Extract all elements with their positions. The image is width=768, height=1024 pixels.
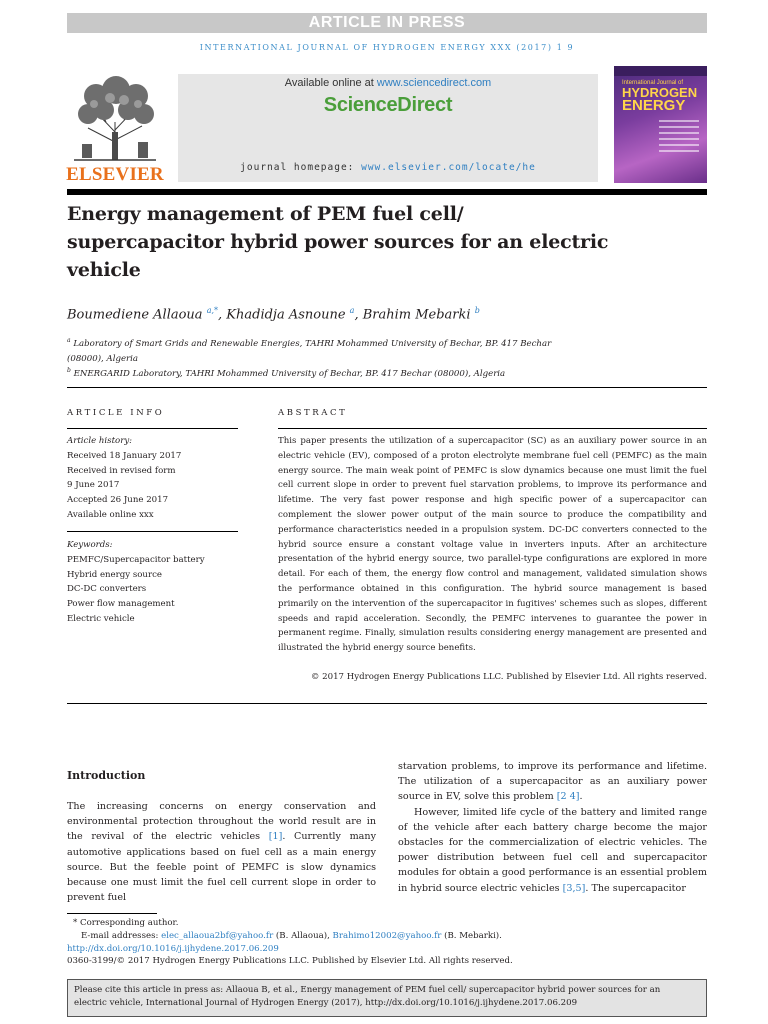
abstract-rule — [278, 428, 707, 429]
author-name[interactable]: Brahim Mebarki — [362, 307, 471, 323]
history-item: Received 18 January 2017 — [67, 450, 182, 461]
author-name[interactable]: Khadidja Asnoune — [226, 307, 346, 323]
doi-link[interactable]: http://dx.doi.org/10.1016/j.ijhydene.2017.06.209 — [67, 943, 279, 954]
article-in-press-banner: ARTICLE IN PRESS — [67, 13, 707, 33]
body-paragraph: However, limited life cycle of the battery and limited range of the vehicle after each battery charge become the major obstacles for the commercialization of electric vehicles. The power distribution between fuel cell and supercapacitor modules for obtain a good performance is an essential problem in hybrid source electric vehicles [3,5]. The supercapacitor — [398, 806, 707, 894]
author-name[interactable]: Boumediene Allaoua — [67, 307, 203, 323]
citation-link[interactable]: [3,5] — [562, 882, 586, 894]
journal-header-line: INTERNATIONAL JOURNAL OF HYDROGEN ENERGY XXX (2017) 1 9 — [199, 43, 575, 52]
journal-homepage-line — [178, 162, 598, 173]
journal-homepage-link[interactable]: www.elsevier.com/locate/he — [361, 162, 536, 173]
sciencedirect-wordmark: ScienceDirect — [323, 94, 453, 116]
author-affiliation-mark[interactable]: a,* — [206, 306, 219, 315]
keywords — [67, 538, 205, 627]
abstract-label: ABSTRACT — [278, 408, 348, 418]
cover-top-band — [614, 66, 707, 76]
citation-line-1: Please cite this article in press as: Allaoua B, et al., Energy management of PEM fuel cell/ supercapacitor hybrid power sources for an — [74, 985, 661, 995]
introduction-heading: Introduction — [67, 769, 146, 782]
history-item: 9 June 2017 — [67, 480, 120, 491]
sciencedirect-panel — [178, 74, 598, 182]
keywords-rule — [67, 531, 238, 532]
article-info-label: ARTICLE INFO — [67, 408, 165, 418]
email-link[interactable]: Brahimo12002@yahoo.fr — [332, 930, 442, 941]
article-info-rule — [67, 428, 238, 429]
sciencedirect-link[interactable]: www.sciencedirect.com — [376, 77, 492, 89]
affiliation-b — [67, 363, 505, 382]
masthead-divider — [67, 189, 707, 195]
abstract-text: This paper presents the utilization of a supercapacitor (SC) as an auxiliary power source in an electric vehicle (EV), composed of a proton electrolyte membrane fuel cell (PEMFC) as the main energy source. The main weak point of PEMFC is slow dynamics because one must limit the fuel cell current slope in order to prevent fuel starvation problems, to improve its performance and lifetime. The very fast power response and high specific power of a supercapacitor can complement the slower power output of the main source to produce the compatibility and performance characteristics needed in a propulsion system. DC-DC converters connected to the hybrid source ensure a constant voltage value in inverters inputs. After an architecture presentation of the hybrid energy source, two parallel-type configurations are explored in more detail. For each of them, the energy flow control and management, validated simulation shows the performance obtained in this configuration. The hybrid source management is based primarily on the intervention of the supercapacitor in fugitives' schemes such as slopes, different speeds and rapid acceleration. Secondly, the PEMFC intervenes to guarantee the power in permanent regime. Finally, simulation results considering energy management are presented and illustrated the hybrid energy source benefits. — [278, 436, 707, 654]
affiliation-text: ENERGARID Laboratory, TAHRI Mohammed University of Bechar, BP. 417 Bechar (08000), Algeria — [73, 368, 506, 379]
history-item: Available online xxx — [67, 509, 154, 520]
title-line-2: supercapacitor hybrid power sources for an electric — [67, 231, 609, 253]
affiliation-a — [67, 333, 551, 367]
body-right-column — [398, 759, 707, 896]
abstract-bottom-rule — [67, 703, 707, 704]
header-bottom-rule — [67, 387, 707, 388]
citation-notice-box — [67, 979, 707, 1017]
affiliation-mark: b — [67, 367, 71, 374]
title-line-1: Energy management of PEM fuel cell/ — [67, 203, 464, 225]
journal-cover-image — [614, 66, 707, 183]
homepage-prefix: journal homepage: — [240, 162, 362, 173]
title-line-3: vehicle — [67, 259, 141, 281]
issn-line: 0360-3199/© 2017 Hydrogen Energy Publications LLC. Published by Elsevier Ltd. All rights reserved. — [67, 956, 513, 967]
history-item: Accepted 26 June 2017 — [67, 495, 169, 506]
affiliation-text: Laboratory of Smart Grids and Renewable Energies, TAHRI Mohammed University of Bechar, BP. 417 Bechar — [73, 338, 552, 349]
corresponding-author-note: * Corresponding author. — [73, 918, 179, 928]
keyword-item: Hybrid energy source — [67, 569, 162, 580]
keyword-item: Power flow management — [67, 599, 175, 610]
email-line: E-mail addresses: elec_allaoua2bf@yahoo.fr (B. Allaoua), Brahimo12002@yahoo.fr (B. Mebarki). — [81, 930, 502, 941]
author-affiliation-mark[interactable]: b — [474, 306, 480, 315]
cover-title-line1: HYDROGEN — [622, 85, 698, 100]
article-title — [67, 200, 667, 284]
body-left-column — [67, 799, 376, 905]
citation-line-2: electric vehicle, International Journal of Hydrogen Energy (2017), http://dx.doi.org/10.1016/j.ijhydene.2017.06.209 — [74, 998, 578, 1008]
footnote-rule — [67, 913, 157, 914]
cover-title-line2: ENERGY — [622, 97, 686, 114]
body-paragraph: The increasing concerns on energy conservation and environmental protection throughout the world result are in the revival of the electric vehicles [1]. Currently many automotive applications based on fuel cell as a main energy source. But the feeble point of PEMFC is slow dynamics because one must limit the fuel cell current slope in order to prevent fuel — [67, 801, 376, 904]
available-online-line — [178, 77, 598, 89]
elsevier-wordmark: ELSEVIER — [66, 164, 164, 185]
author-list: Boumediene Allaoua $^{a,*}$, Khadidja Asnoune $^a$, Brahim Mebarki $^b$ — [67, 306, 480, 323]
affiliation-mark: a — [67, 337, 71, 344]
cover-small-title: International Journal of — [622, 80, 684, 86]
affiliation-text-cont: (08000), Algeria — [67, 353, 139, 364]
email-link[interactable]: elec_allaoua2bf@yahoo.fr — [161, 930, 274, 941]
available-prefix: Available online at — [284, 77, 377, 89]
citation-link[interactable]: [1] — [268, 831, 283, 843]
abstract-copyright: © 2017 Hydrogen Energy Publications LLC. Published by Elsevier Ltd. All rights reserved. — [310, 672, 707, 682]
citation-link[interactable]: [2 4] — [556, 791, 580, 803]
keywords-header: Keywords: — [67, 540, 113, 550]
body-paragraph: starvation problems, to improve its performance and lifetime. The utilization of a supercapacitor as an auxiliary power source in EV, solve this problem [2 4]. — [398, 761, 707, 803]
article-history — [67, 434, 181, 523]
footnotes — [67, 917, 513, 968]
history-item: Received in revised form — [67, 465, 176, 476]
keyword-item: Electric vehicle — [67, 613, 135, 624]
cover-text-lines — [659, 120, 699, 156]
history-header: Article history: — [67, 436, 133, 446]
keyword-item: PEMFC/Supercapacitor battery — [67, 554, 205, 565]
keyword-item: DC-DC converters — [67, 584, 147, 595]
author-affiliation-mark[interactable]: a — [349, 306, 355, 315]
